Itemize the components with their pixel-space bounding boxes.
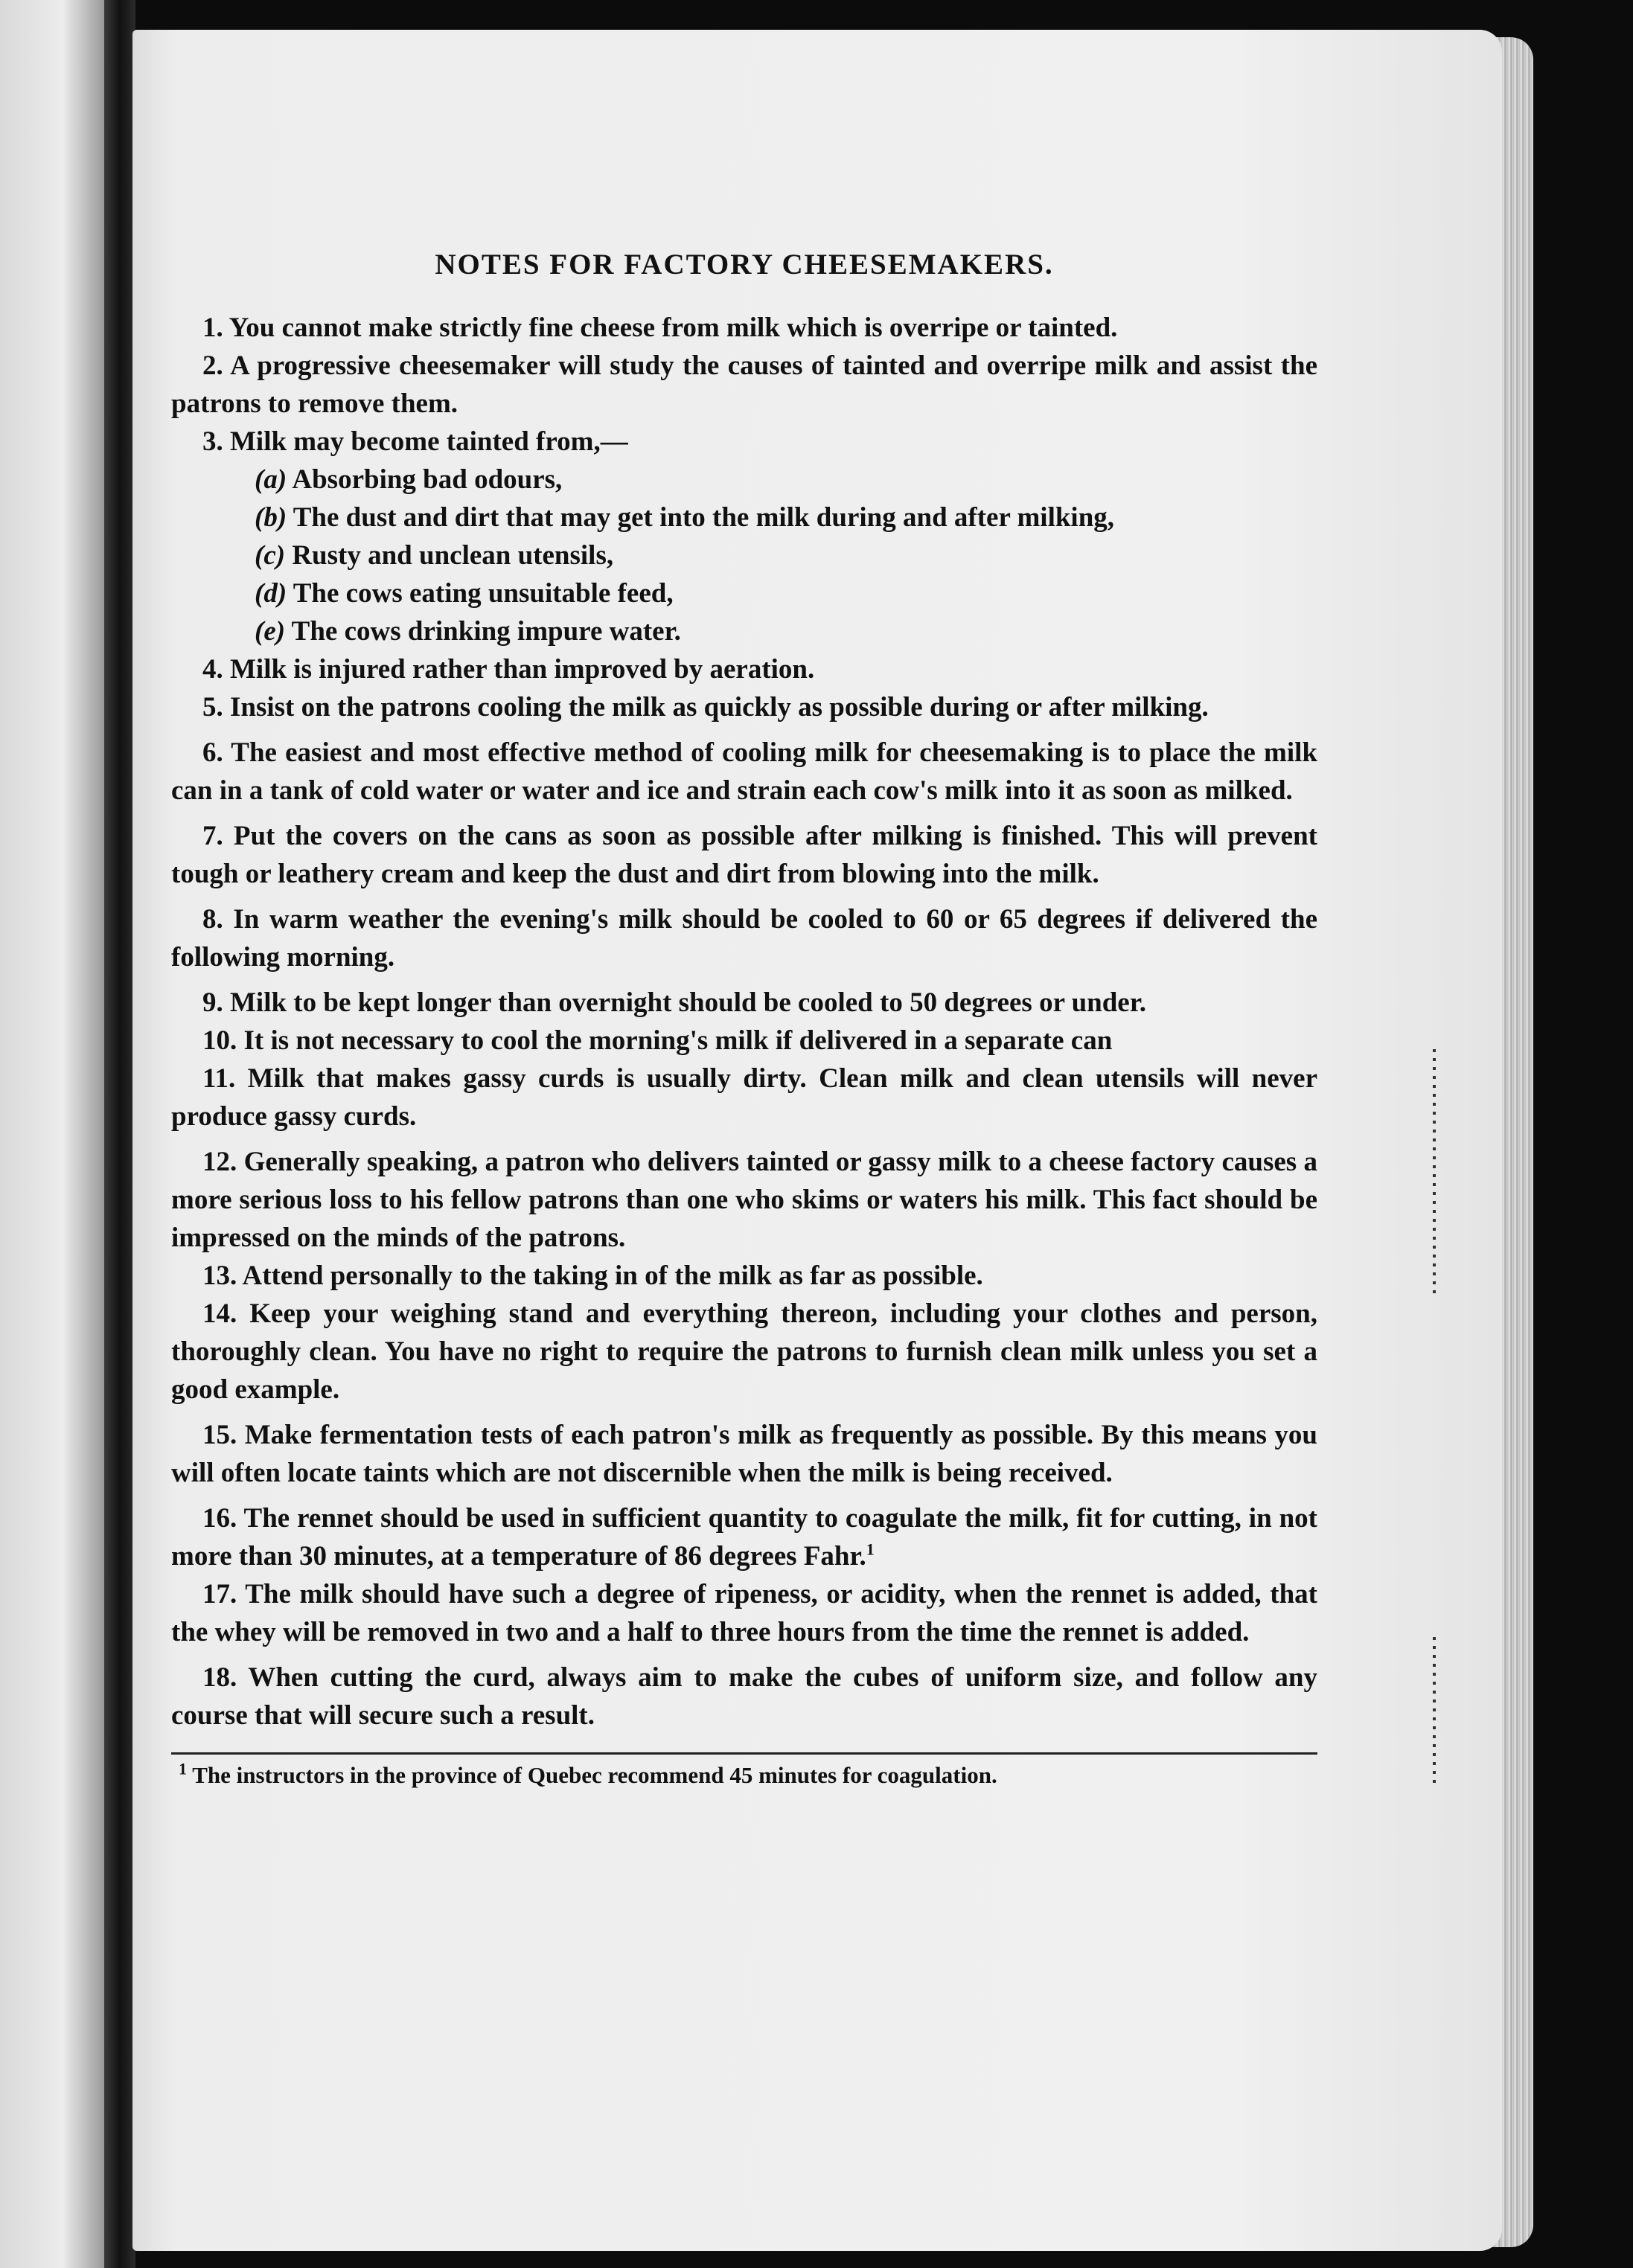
facing-page-edge (0, 0, 104, 2268)
note-item: 14. Keep your weighing stand and everything thereon, including your clothes and person, thoroughly clean. You have no right to require the patrons to furnish clean milk unless you set a good example. (171, 1298, 1318, 1405)
sub-item: (e) The cows drinking impure water. (255, 616, 681, 647)
note-item: 6. The easiest and most effective method of cooling milk for cheesemaking is to place the milk can in a tank of cold water or water and ice and strain each cow's milk into it as soon as milked. (171, 737, 1317, 806)
note-item: 3. Milk may become tainted from,— (202, 426, 628, 457)
note-item: 4. Milk is injured rather than improved by aeration. (202, 654, 815, 685)
footnote-divider (171, 1752, 1317, 1755)
book-gutter (104, 0, 135, 2268)
note-item: 1. You cannot make strictly fine cheese from milk which is overripe or tainted. (202, 313, 1118, 343)
edge-marks (1433, 1049, 1436, 1295)
footnote-marker: 1 (866, 1540, 875, 1559)
note-item: 18. When cutting the curd, always aim to make the cubes of uniform size, and follow any course that will secure such a result. (171, 1662, 1317, 1731)
note-item: 5. Insist on the patrons cooling the milk as quickly as possible during or after milking. (202, 692, 1209, 723)
note-item: 11. Milk that makes gassy curds is usually dirty. Clean milk and clean utensils will never produce gassy curds. (171, 1063, 1318, 1132)
note-item: 15. Make fermentation tests of each patron's milk as frequently as possible. By this means you will often locate taints which are not discernible when the milk is being received. (171, 1420, 1318, 1488)
sub-item: (b) The dust and dirt that may get into the milk during and after milking, (255, 502, 1115, 533)
page-title: NOTES FOR FACTORY CHEESEMAKERS. (435, 249, 1054, 281)
sub-item: (a) Absorbing bad odours, (255, 464, 563, 495)
note-item: 2. A progressive cheesemaker will study the causes of tainted and overripe milk and assist the patrons to remove them. (171, 350, 1317, 419)
edge-marks (1433, 1637, 1436, 1786)
note-item: 16. The rennet should be used in sufficient quantity to coagulate the milk, fit for cutting, in not more than 30 minutes, at a temperature of 86 degrees Fahr.$^1$ (171, 1503, 1317, 1572)
note-item: 10. It is not necessary to cool the morning's milk if delivered in a separate can (202, 1025, 1113, 1056)
note-item: 7. Put the covers on the cans as soon as possible after milking is finished. This will prevent tough or leathery cream and keep the dust and dirt from blowing into the milk. (171, 821, 1317, 889)
page-content (171, 246, 1317, 1790)
footnote: $^1$ The instructors in the province of Quebec recommend 45 minutes for coagulation. (179, 1759, 997, 1788)
note-item: 13. Attend personally to the taking in of the milk as far as possible. (202, 1260, 983, 1291)
note-item: 8. In warm weather the evening's milk should be cooled to 60 or 65 degrees if delivered the following morning. (171, 904, 1317, 973)
sub-item: (c) Rusty and unclean utensils, (255, 540, 614, 571)
note-item: 17. The milk should have such a degree of ripeness, or acidity, when the rennet is added, that the whey will be removed in two and a half to three hours from the time the rennet is added. (171, 1579, 1317, 1647)
note-item: 9. Milk to be kept longer than overnight should be cooled to 50 degrees or under. (202, 987, 1147, 1018)
sub-item: (d) The cows eating unsuitable feed, (255, 578, 674, 609)
note-item: 12. Generally speaking, a patron who delivers tainted or gassy milk to a cheese factory causes a more serious loss to his fellow patrons than one who skims or waters his milk. This fact should be impressed on the minds of the patrons. (171, 1147, 1317, 1253)
